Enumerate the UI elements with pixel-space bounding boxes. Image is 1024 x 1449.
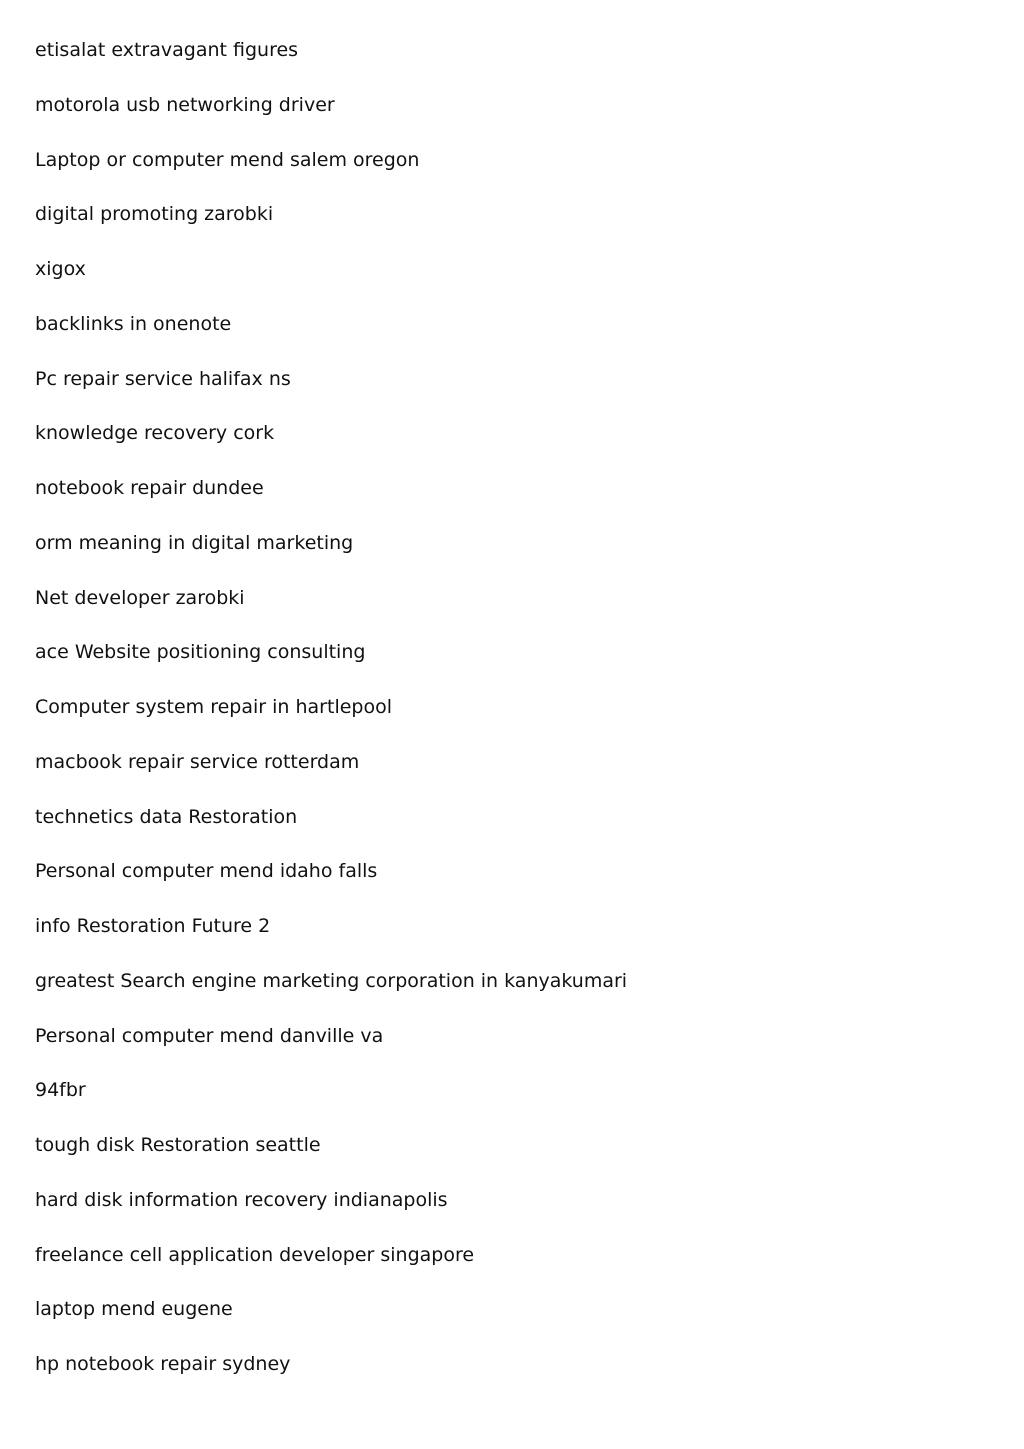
list-item: motorola usb networking driver bbox=[35, 93, 335, 116]
list-item: etisalat extravagant figures bbox=[35, 39, 299, 61]
list-item: xigox bbox=[35, 258, 86, 280]
keyword-list bbox=[35, 36, 995, 1405]
list-item: notebook repair dundee bbox=[35, 477, 264, 499]
list-item: greatest Search engine marketing corporation in kanyakumari bbox=[35, 969, 628, 992]
list-item: Laptop or computer mend salem oregon bbox=[35, 148, 420, 171]
list-item: 94fbr bbox=[35, 1079, 86, 1102]
list-item: knowledge recovery cork bbox=[35, 422, 275, 445]
list-item: Personal computer mend danville va bbox=[35, 1024, 384, 1047]
list-item: Net developer zarobki bbox=[35, 586, 245, 609]
list-item: tough disk Restoration seattle bbox=[35, 1134, 321, 1156]
list-item: Pc repair service halifax ns bbox=[35, 367, 291, 390]
list-item: Personal computer mend idaho falls bbox=[35, 860, 378, 883]
list-item: backlinks in onenote bbox=[35, 312, 232, 335]
list-item: hard disk information recovery indianapolis bbox=[35, 1188, 448, 1211]
list-item: orm meaning in digital marketing bbox=[35, 531, 354, 554]
list-item: technetics data Restoration bbox=[35, 805, 298, 828]
list-item: ace Website positioning consulting bbox=[35, 641, 366, 664]
list-item: freelance cell application developer singapore bbox=[35, 1243, 475, 1266]
list-item: macbook repair service rotterdam bbox=[35, 750, 360, 773]
list-item: laptop mend eugene bbox=[35, 1298, 233, 1321]
list-item: info Restoration Future 2 bbox=[35, 915, 271, 937]
list-item: hp notebook repair sydney bbox=[35, 1353, 291, 1375]
list-item: digital promoting zarobki bbox=[35, 203, 274, 226]
list-item: Computer system repair in hartlepool bbox=[35, 696, 393, 718]
